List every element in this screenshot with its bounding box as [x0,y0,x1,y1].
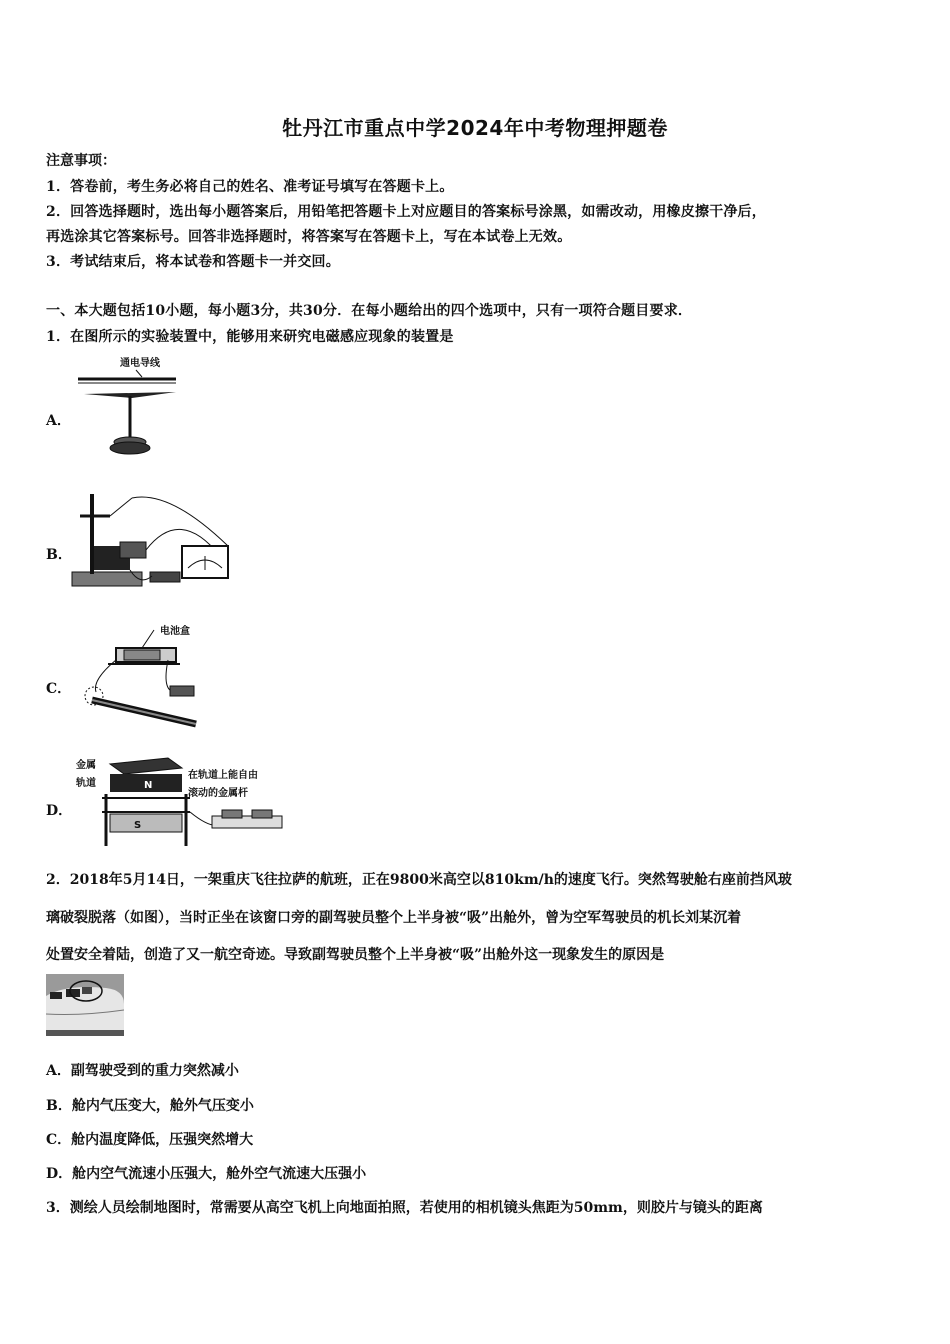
q2-option-d: D．舱内空气流速小压强大，舱外空气流速大压强小 [46,1166,367,1182]
q2-option-a: A．副驾驶受到的重力突然减小 [46,1063,239,1079]
notice-item-2-cont: 再选涂其它答案标号。回答非选择题时，将答案写在答题卡上，写在本试卷上无效。 [46,229,572,245]
question-2-stem-line-3: 处置安全着陆，创造了又一航空奇迹。导致副驾驶员整个上半身被“吸”出舱外这一现象发生的原因是 [46,947,665,963]
q1-figure-b [70,486,235,596]
fig-d-rail-label-2: 轨道 [76,778,96,789]
question-1-stem: 1．在图所示的实验装置中，能够用来研究电磁感应现象的装置是 [46,329,454,345]
q1-figure-a [72,352,182,460]
fig-d-rod-label-2: 滚动的金属杆 [188,788,248,799]
section-1-instructions: 一、本大题包括10小题，每小题3分，共30分．在每小题给出的四个选项中，只有一项符合题目要求． [46,303,693,319]
q1-figure-d [72,754,292,850]
fig-d-rod-label-1: 在轨道上能自由 [188,770,258,781]
q1-option-a-label: A． [46,413,71,429]
fig-c-label: 电池盒 [160,626,190,637]
fig-d-n-label: N [144,780,153,791]
fig-d-s-label: S [134,820,142,831]
fig-d-rail-label-1: 金属 [76,760,96,771]
q1-figure-c [72,620,202,730]
notice-item-3: 3．考试结束后，将本试卷和答题卡一并交回。 [46,254,340,270]
q2-option-b: B．舱内气压变大，舱外气压变小 [46,1098,254,1114]
fig-a-label: 通电导线 [120,358,160,369]
notice-heading: 注意事项： [46,153,116,169]
q1-option-d-label: D． [46,803,73,819]
q1-option-c-label: C． [46,681,72,697]
question-2-stem-line-2: 璃破裂脱落（如图），当时正坐在该窗口旁的副驾驶员整个上半身被“吸”出舱外，曾为空军驾驶员的机长刘某沉着 [46,910,742,926]
q2-option-c: C．舱内温度降低，压强突然增大 [46,1132,254,1148]
question-3-stem: 3．测绘人员绘制地图时，常需要从高空飞机上向地面拍照，若使用的相机镜头焦距为50mm，则胶片与镜头的距离 [46,1200,763,1216]
q1-option-b-label: B． [46,547,72,563]
notice-item-1: 1．答卷前，考生务必将自己的姓名、准考证号填写在答题卡上。 [46,179,454,195]
q2-airplane-photo [46,974,124,1036]
notice-item-2: 2．回答选择题时，选出每小题答案后，用铅笔把答题卡上对应题目的答案标号涂黑，如需改动，用橡皮擦干净后， [46,204,766,220]
page-title: 牡丹江市重点中学2024年中考物理押题卷 [282,116,668,140]
question-2-stem-line-1: 2．2018年5月14日，一架重庆飞往拉萨的航班，正在9800米高空以810km/h的速度飞行。突然驾驶舱右座前挡风玻 [46,872,792,888]
